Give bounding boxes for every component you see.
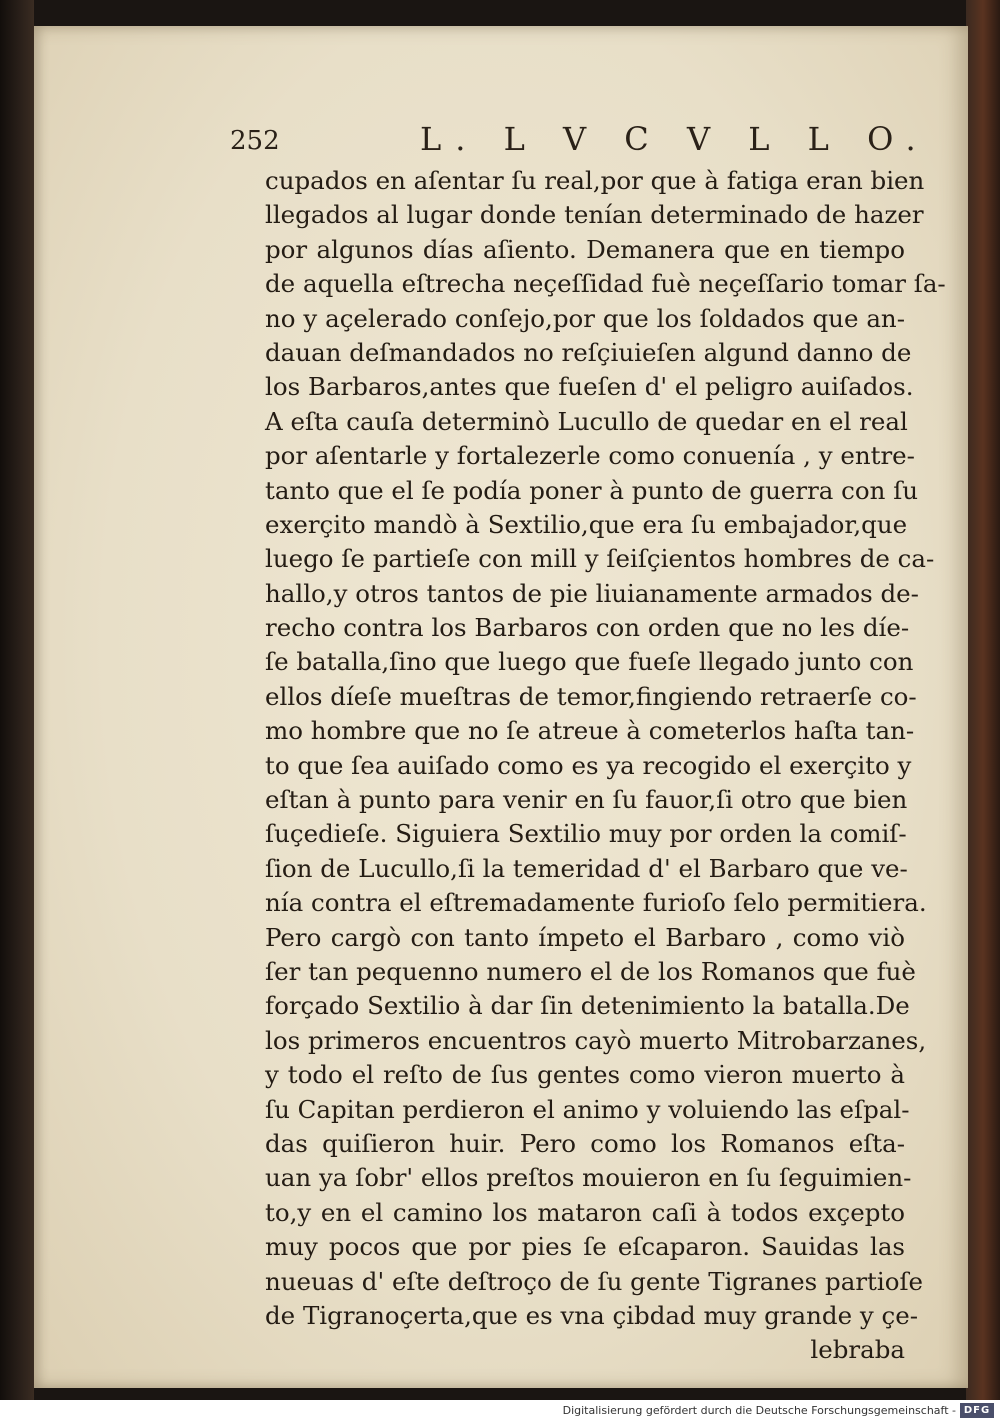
text-line: ellos díeſe mueſtras de temor,fingiendo retraerſe co-: [265, 681, 917, 711]
text-line: to,y en el camino los mataron caſi à todos exçepto: [265, 1197, 905, 1227]
text-line: los primeros encuentros cayò muerto Mitrobarzanes,: [265, 1025, 927, 1055]
text-line: ſion de Lucullo,ſi la temeridad d' el Barbaro que ve-: [265, 853, 908, 883]
book-cover-left-edge: [0, 0, 34, 1400]
text-line: cupados en aſentar ſu real,por que à fatiga eran bien: [265, 166, 925, 195]
text-line: forçado Sextilio à dar ſin detenimiento la batalla.De: [265, 991, 910, 1021]
text-line: to que ſea auiſado como es ya recogido el exerçito y: [265, 750, 912, 780]
text-line: nía contra el eſtremadamente furioſo ſelo permitiera.: [265, 888, 927, 918]
text-line: das quiſieron huir. Pero como los Romanos eſta-: [265, 1128, 905, 1158]
text-line: no y açelerado conſejo,por que los ſoldados que an-: [265, 303, 905, 333]
text-line: Pero cargò con tanto ímpeto el Barbaro , como viò: [265, 922, 905, 952]
text-line: uan ya ſobr' ellos preſtos mouieron en ſu ſeguimien-: [265, 1163, 912, 1193]
text-line: llegados al lugar donde tenían determinado de hazer: [265, 200, 924, 230]
funding-credit: Digitalisierung gefördert durch die Deutsche Forschungsgemeinschaft -: [562, 1404, 956, 1417]
page-number: 252: [230, 126, 280, 156]
text-line: ſu Capitan perdieron el animo y voluiendo las eſpal-: [265, 1094, 910, 1124]
text-line: ſuçedieſe. Siguiera Sextilio muy por orden la comiſ-: [265, 819, 907, 849]
text-line: tanto que el ſe podía poner à punto de guerra con ſu: [265, 475, 919, 505]
text-line: los Barbaros,antes que fueſen d' el peligro auiſados.: [265, 372, 914, 402]
text-line: de aquella eſtrecha neçeſſidad fuè neçeſſario tomar ſa-: [265, 269, 946, 299]
text-line: exerçito mandò à Sextilio,que era ſu embajador,que: [265, 509, 908, 539]
text-line: muy pocos que por pies ſe eſcaparon. Sauidas las: [265, 1232, 905, 1262]
text-line: ſe batalla,ſino que luego que fueſe llegado junto con: [265, 647, 914, 677]
book-cover-right-edge: [966, 0, 1000, 1400]
text-line: por aſentarle y fortalezerle como conuenía , y entre-: [265, 441, 915, 471]
text-line: por algunos días aſiento. Demanera que en tiempo: [265, 234, 905, 264]
text-line: nueuas d' eſte deſtroço de ſu gente Tigranes partioſe: [265, 1266, 924, 1296]
text-line: de Tigranoçerta,que es vna çibdad muy grande y çe-: [265, 1300, 918, 1330]
dfg-logo: DFG: [960, 1403, 994, 1418]
text-line: mo hombre que no ſe atreue à cometerlos haſta tan-: [265, 716, 915, 746]
catchword: lebraba: [810, 1335, 905, 1365]
digitization-footer: [0, 1400, 1000, 1423]
text-line: A eſta cauſa determinò Lucullo de quedar en el real: [265, 406, 908, 436]
text-line: ſer tan pequenno numero el de los Romanos que fuè: [265, 956, 916, 986]
text-line: y todo el reſto de ſus gentes como vieron muerto à: [265, 1060, 905, 1090]
text-line: eſtan à punto para venir en ſu fauor,ſi otro que bien: [265, 785, 908, 815]
text-line: luego ſe partieſe con mill y ſeiſçientos hombres de ca-: [265, 544, 935, 574]
page-header: [230, 118, 930, 168]
text-line: hallo,y otros tantos de pie liuianamente armados de-: [265, 578, 919, 608]
running-head: L. L V C V L L O.: [420, 120, 930, 158]
text-line: recho contra los Barbaros con orden que no les díe-: [265, 613, 910, 643]
body-text: [265, 164, 946, 1368]
text-line: dauan deſmandados no reſçiuieſen algund danno de: [265, 337, 912, 367]
